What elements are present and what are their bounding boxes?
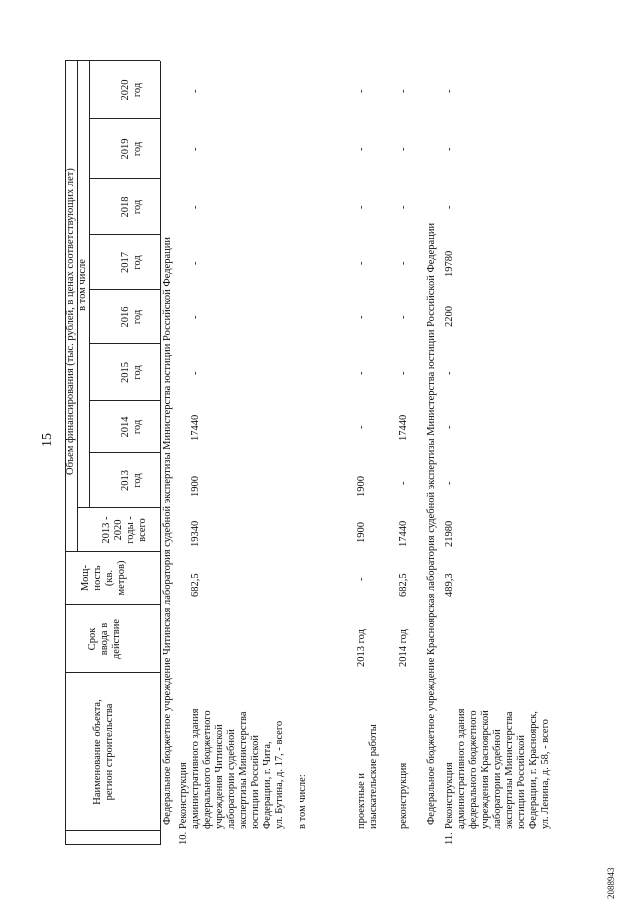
header-term: Срок ввода в действие [87, 618, 122, 660]
rule [160, 61, 161, 845]
header-year-2017: 2017 год [120, 252, 143, 273]
row-value-2013: 1900 [190, 476, 201, 497]
row-value-2015: - [398, 371, 409, 375]
rule [89, 400, 160, 401]
header-total: 2013 - 2020 годы - всего [101, 516, 148, 544]
header-capacity: Мощ- ность (кв. метров) [80, 560, 127, 596]
row-value-2018: - [190, 205, 201, 209]
row-value-2019: - [190, 147, 201, 151]
rule [89, 61, 90, 508]
rule [65, 551, 160, 552]
page-number: 15 [40, 433, 55, 447]
row-number: 11. [444, 832, 455, 845]
header-year-2020: 2020 год [120, 79, 143, 101]
row-value-2019: - [444, 147, 455, 151]
row-value-2014: - [444, 425, 455, 429]
row-value-2020: - [398, 89, 409, 93]
header-funding: Объем финансирования (тыс. рублей, в ценах соответствующих лет) [65, 168, 76, 475]
row-name: в том числе: [297, 774, 308, 829]
row-value-2013: - [398, 481, 409, 485]
row-value-2013: - [444, 481, 455, 485]
rule [89, 178, 160, 179]
row-value-2019: - [398, 147, 409, 151]
document-id: 2088943 [606, 867, 616, 899]
row-value-2017: - [190, 261, 201, 265]
row-value-2015: - [190, 371, 201, 375]
row-total: 21980 [444, 520, 455, 547]
header-name: Наименование объекта, регион строительства [92, 699, 115, 805]
row-term: 2013 год [356, 629, 367, 667]
header-including: в том числе [77, 259, 88, 311]
row-total: 19340 [190, 520, 201, 547]
header-year-2013: 2013 год [120, 470, 143, 491]
row-value-2015: - [444, 371, 455, 375]
row-value-2016: - [398, 315, 409, 319]
section-title: Федеральное бюджетное учреждение Красноярская лаборатория судебной экспертизы Министерства юстиции Российской Федерации [426, 222, 437, 825]
rule [65, 604, 160, 605]
row-value-2014: 17440 [190, 414, 201, 441]
header-year-2018: 2018 год [120, 196, 143, 218]
row-value-2016: - [190, 315, 201, 319]
row-value-2020: - [356, 89, 367, 93]
row-value-2017: - [356, 261, 367, 265]
row-value-2013: 1900 [356, 476, 367, 497]
row-value-2014: 17440 [398, 414, 409, 441]
rule [65, 844, 160, 845]
row-name: Реконструкция административного здания федерального бюджетного учреждения Красноярской лаборатории судебной экспертизы Министерства юстиции Российской Федерации, г. Красноярск, ул. Ленина, д. 58, - всего [444, 708, 551, 829]
header-year-2015: 2015 год [120, 362, 143, 383]
row-value-2019: - [356, 147, 367, 151]
row-capacity: - [356, 577, 367, 581]
row-total: 17440 [398, 520, 409, 547]
rule [89, 289, 160, 290]
header-year-2019: 2019 год [120, 138, 143, 160]
section-title: Федеральное бюджетное учреждение Читинская лаборатория судебной экспертизы Министерства юстиции Российской Федерации [162, 236, 173, 825]
row-capacity: 489,3 [444, 573, 455, 597]
rule [65, 672, 160, 673]
row-number: 10. [178, 831, 189, 845]
row-name: Реконструкция административного здания федерального бюджетного учреждения Читинской лаборатории судебной экспертизы Министерства юстиции Российской Федерации, г. Чита, ул. Бутина, д. 17, - всего [178, 708, 285, 829]
rule [89, 343, 160, 344]
rule [89, 452, 160, 453]
row-capacity: 682,5 [190, 573, 201, 597]
row-capacity: 682,5 [398, 573, 409, 597]
rule [89, 118, 160, 119]
row-name: реконструкция [398, 762, 409, 829]
rule [65, 830, 160, 831]
rule [65, 60, 160, 61]
header-year-2014: 2014 год [120, 416, 143, 438]
row-value-2017: 19780 [444, 250, 455, 277]
rule [77, 507, 160, 508]
row-value-2017: - [398, 261, 409, 265]
row-value-2014: - [356, 425, 367, 429]
rule [89, 234, 160, 235]
row-value-2015: - [356, 371, 367, 375]
row-total: 1900 [356, 522, 367, 543]
row-value-2016: 2200 [444, 306, 455, 327]
row-value-2018: - [444, 205, 455, 209]
row-name: проектные и изыскательские работы [356, 724, 379, 829]
row-value-2020: - [190, 89, 201, 93]
row-value-2018: - [356, 205, 367, 209]
row-value-2020: - [444, 89, 455, 93]
row-value-2016: - [356, 315, 367, 319]
header-year-2016: 2016 год [120, 306, 143, 328]
row-value-2018: - [398, 205, 409, 209]
row-term: 2014 год [398, 629, 409, 667]
